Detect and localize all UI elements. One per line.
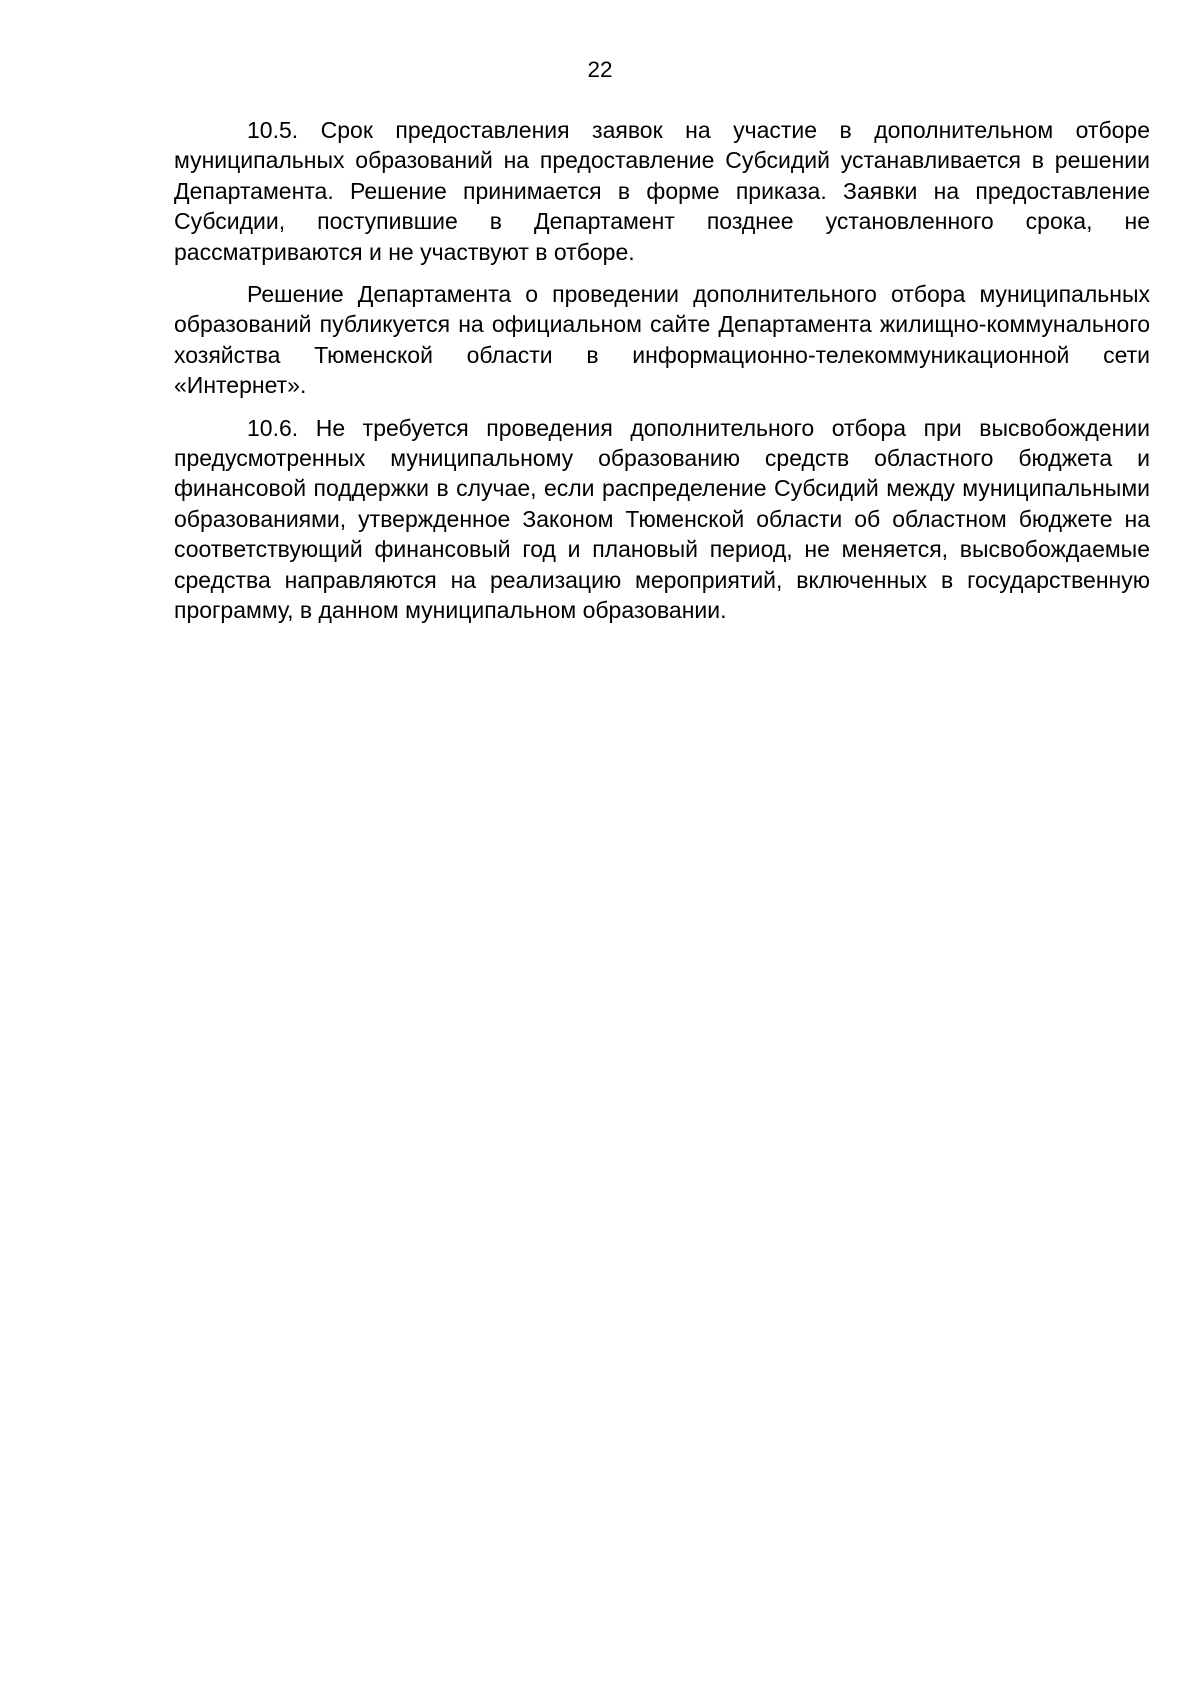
page-number: 22 bbox=[587, 57, 613, 82]
document-body bbox=[174, 115, 1150, 638]
paragraph-10-6: 10.6. Не требуется проведения дополнительного отбора при высвобождении предусмотренных муниципальному образованию средств областного бюджета и финансовой поддержки в случае, если распределение Субсидий между муниципальными образованиями, утвержденное Законом Тюменской области об областном бюджете на соответствующий финансовый год и плановый период, не меняется, высвобождаемые средства направляются на реализацию мероприятий, включенных в государственную программу, в данном муниципальном образовании. bbox=[174, 414, 1150, 624]
paragraph-decision-publication: Решение Департамента о проведении дополнительного отбора муниципальных образований публикуется на официальном сайте Департамента жилищно-коммунального хозяйства Тюменской области в информационно-телекоммуникационной сети «Интернет». bbox=[174, 281, 1150, 399]
paragraph-10-5: 10.5. Срок предоставления заявок на участие в дополнительном отборе муниципальных образований на предоставление Субсидий устанавливается в решении Департамента. Решение принимается в форме приказа. Заявки на предоставление Субсидии, поступившие в Департамент позднее установленного срока, не рассматриваются и не участвуют в отборе. bbox=[174, 117, 1150, 265]
